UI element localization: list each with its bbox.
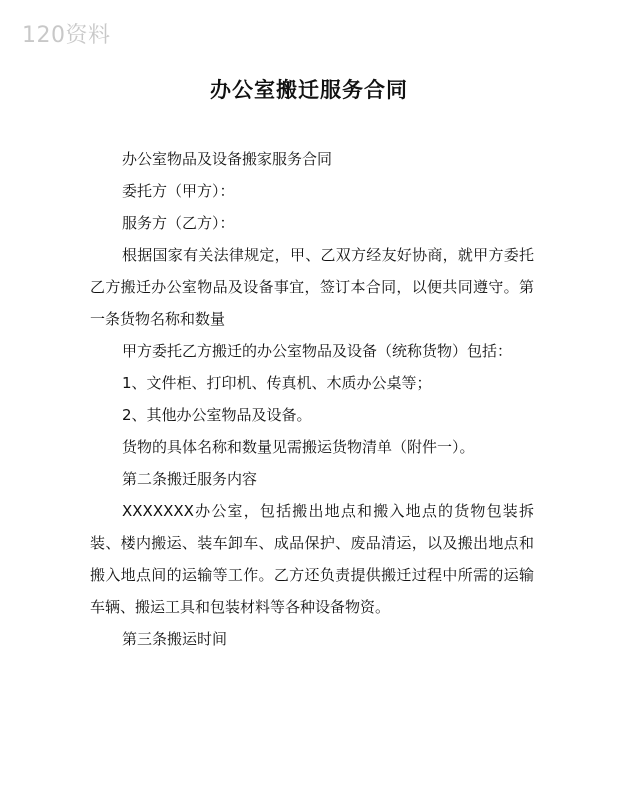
page-title: 办公室搬迁服务合同 — [210, 78, 408, 102]
paragraph-article-2-heading: 第二条搬迁服务内容 — [122, 470, 258, 488]
paragraph-service-content: XXXXXXX办公室，包括搬出地点和搬入地点的货物包装拆装、楼内搬运、装车卸车、成品保护、废品清运，以及搬出地点和搬入地点间的运输等工作。乙方还负责提供搬迁过程中所需的运输车辆、搬运工具和包装材料等各种设备物资。 — [90, 502, 534, 616]
paragraph-preamble: 根据国家有关法律规定，甲、乙双方经友好协商，就甲方委托乙方搬迁办公室物品及设备事宜，签订本合同，以便共同遵守。第一条货物名称和数量 — [90, 246, 534, 328]
document-body — [90, 143, 534, 655]
paragraph-goods-intro: 甲方委托乙方搬迁的办公室物品及设备（统称货物）包括： — [122, 342, 513, 360]
paragraph-goods-list: 货物的具体名称和数量见需搬运货物清单（附件一）。 — [122, 438, 475, 456]
watermark: 120资料 — [22, 23, 111, 48]
paragraph-party-a: 委托方（甲方）： — [122, 182, 235, 200]
paragraph-goods-item-1: 1、文件柜、打印机、传真机、木质办公桌等； — [122, 374, 432, 392]
paragraph-article-3-heading: 第三条搬运时间 — [122, 630, 228, 648]
paragraph-party-b: 服务方（乙方）： — [122, 214, 235, 232]
paragraph-goods-item-2: 2、其他办公室物品及设备。 — [122, 406, 312, 424]
paragraph-subtitle: 办公室物品及设备搬家服务合同 — [122, 150, 333, 168]
